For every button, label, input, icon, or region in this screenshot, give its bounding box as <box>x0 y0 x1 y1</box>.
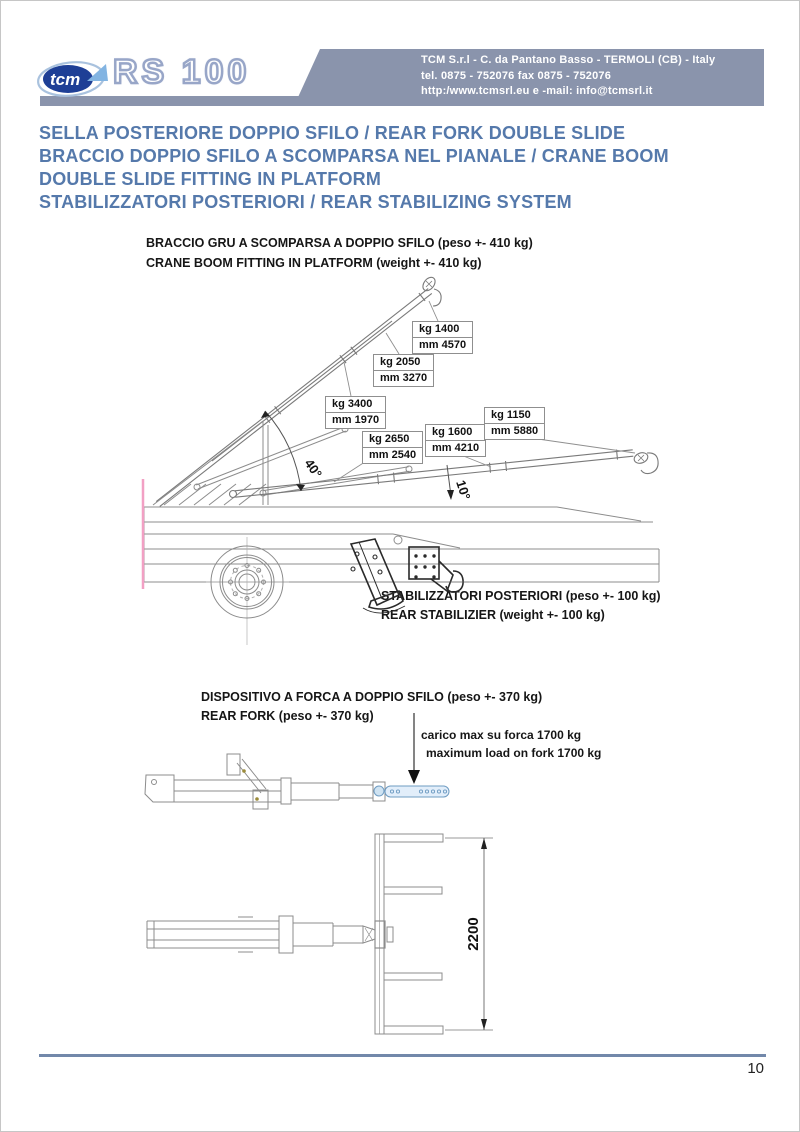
title-line-2: BRACCIO DOPPIO SFILO A SCOMPARSA NEL PIANALE / CRANE BOOM <box>39 146 669 166</box>
page-number: 10 <box>747 1060 764 1077</box>
label-kg: kg 1400 <box>413 322 472 338</box>
crane-boom-raised <box>156 275 441 506</box>
title-line-3: DOUBLE SLIDE FITTING IN PLATFORM <box>39 169 382 189</box>
max-load-en: maximum load on fork 1700 kg <box>426 746 602 760</box>
title-line-1: SELLA POSTERIORE DOPPIO SFILO / REAR FORK DOUBLE SLIDE <box>39 123 626 143</box>
footer-rule <box>39 1054 766 1057</box>
load-label-1970 <box>325 396 386 429</box>
trailer-platform <box>144 507 659 582</box>
fork-side-view <box>145 754 449 809</box>
technical-drawings <box>1 1 800 1132</box>
load-label-3270 <box>373 354 434 387</box>
label-mm: mm 3270 <box>380 372 428 384</box>
stabilizer-caption-en: REAR STABILIZIER (weight +- 100 kg) <box>381 608 605 622</box>
model-name: RS 100 <box>113 53 251 91</box>
label-mm: mm 1970 <box>332 414 380 426</box>
label-mm: mm 4570 <box>419 339 467 351</box>
company-address: TCM S.r.l - C. da Pantano Basso - TERMOLI (CB) - Italy <box>421 54 716 66</box>
company-phone: tel. 0875 - 752076 fax 0875 - 752076 <box>421 69 612 82</box>
crane-caption-it: BRACCIO GRU A SCOMPARSA A DOPPIO SFILO (peso +- 410 kg) <box>146 236 533 250</box>
load-label-5880 <box>484 407 545 440</box>
label-kg: kg 2050 <box>374 355 433 371</box>
logo-text: tcm <box>50 70 81 89</box>
hook-icon <box>420 275 441 306</box>
stabilizer-mount-plate <box>409 547 469 592</box>
label-mm: mm 2540 <box>369 449 417 461</box>
width-dimension <box>445 838 493 1030</box>
width-dim-label: 2200 <box>465 917 482 951</box>
load-label-4210 <box>425 424 486 457</box>
company-web: http:/www.tcmsrl.eu e -mail: info@tcmsrl.it <box>421 85 653 97</box>
stabilizer-caption-it: STABILIZZATORI POSTERIORI (peso +- 100 kg) <box>381 589 661 603</box>
label-mm: mm 5880 <box>491 425 539 437</box>
label-kg: kg 3400 <box>326 397 385 413</box>
title-line-4: STABILIZZATORI POSTERIORI / REAR STABILIZING SYSTEM <box>39 192 572 212</box>
load-label-4570 <box>412 321 473 354</box>
hook-icon <box>633 451 658 474</box>
label-kg: kg 2650 <box>363 432 422 448</box>
max-load-arrow <box>408 713 420 784</box>
max-load-it: carico max su forca 1700 kg <box>421 728 582 742</box>
load-label-2540 <box>362 431 423 464</box>
crane-caption-en: CRANE BOOM FITTING IN PLATFORM (weight +- 410 kg) <box>146 256 482 270</box>
fork-caption-it: DISPOSITIVO A FORCA A DOPPIO SFILO (peso +- 370 kg) <box>201 690 543 704</box>
label-kg: kg 1150 <box>485 408 544 424</box>
tcm-logo-icon <box>36 59 108 99</box>
fork-caption-en: REAR FORK (peso +- 370 kg) <box>201 709 374 723</box>
stabilizer-leg <box>351 539 405 613</box>
angle-10-label: 10° <box>453 478 474 502</box>
trailer-wheel <box>206 537 289 645</box>
fork-plan-view <box>147 834 443 1034</box>
label-kg: kg 1600 <box>426 425 485 441</box>
label-mm: mm 4210 <box>432 442 480 454</box>
angle-40-label: 40° <box>301 456 326 481</box>
